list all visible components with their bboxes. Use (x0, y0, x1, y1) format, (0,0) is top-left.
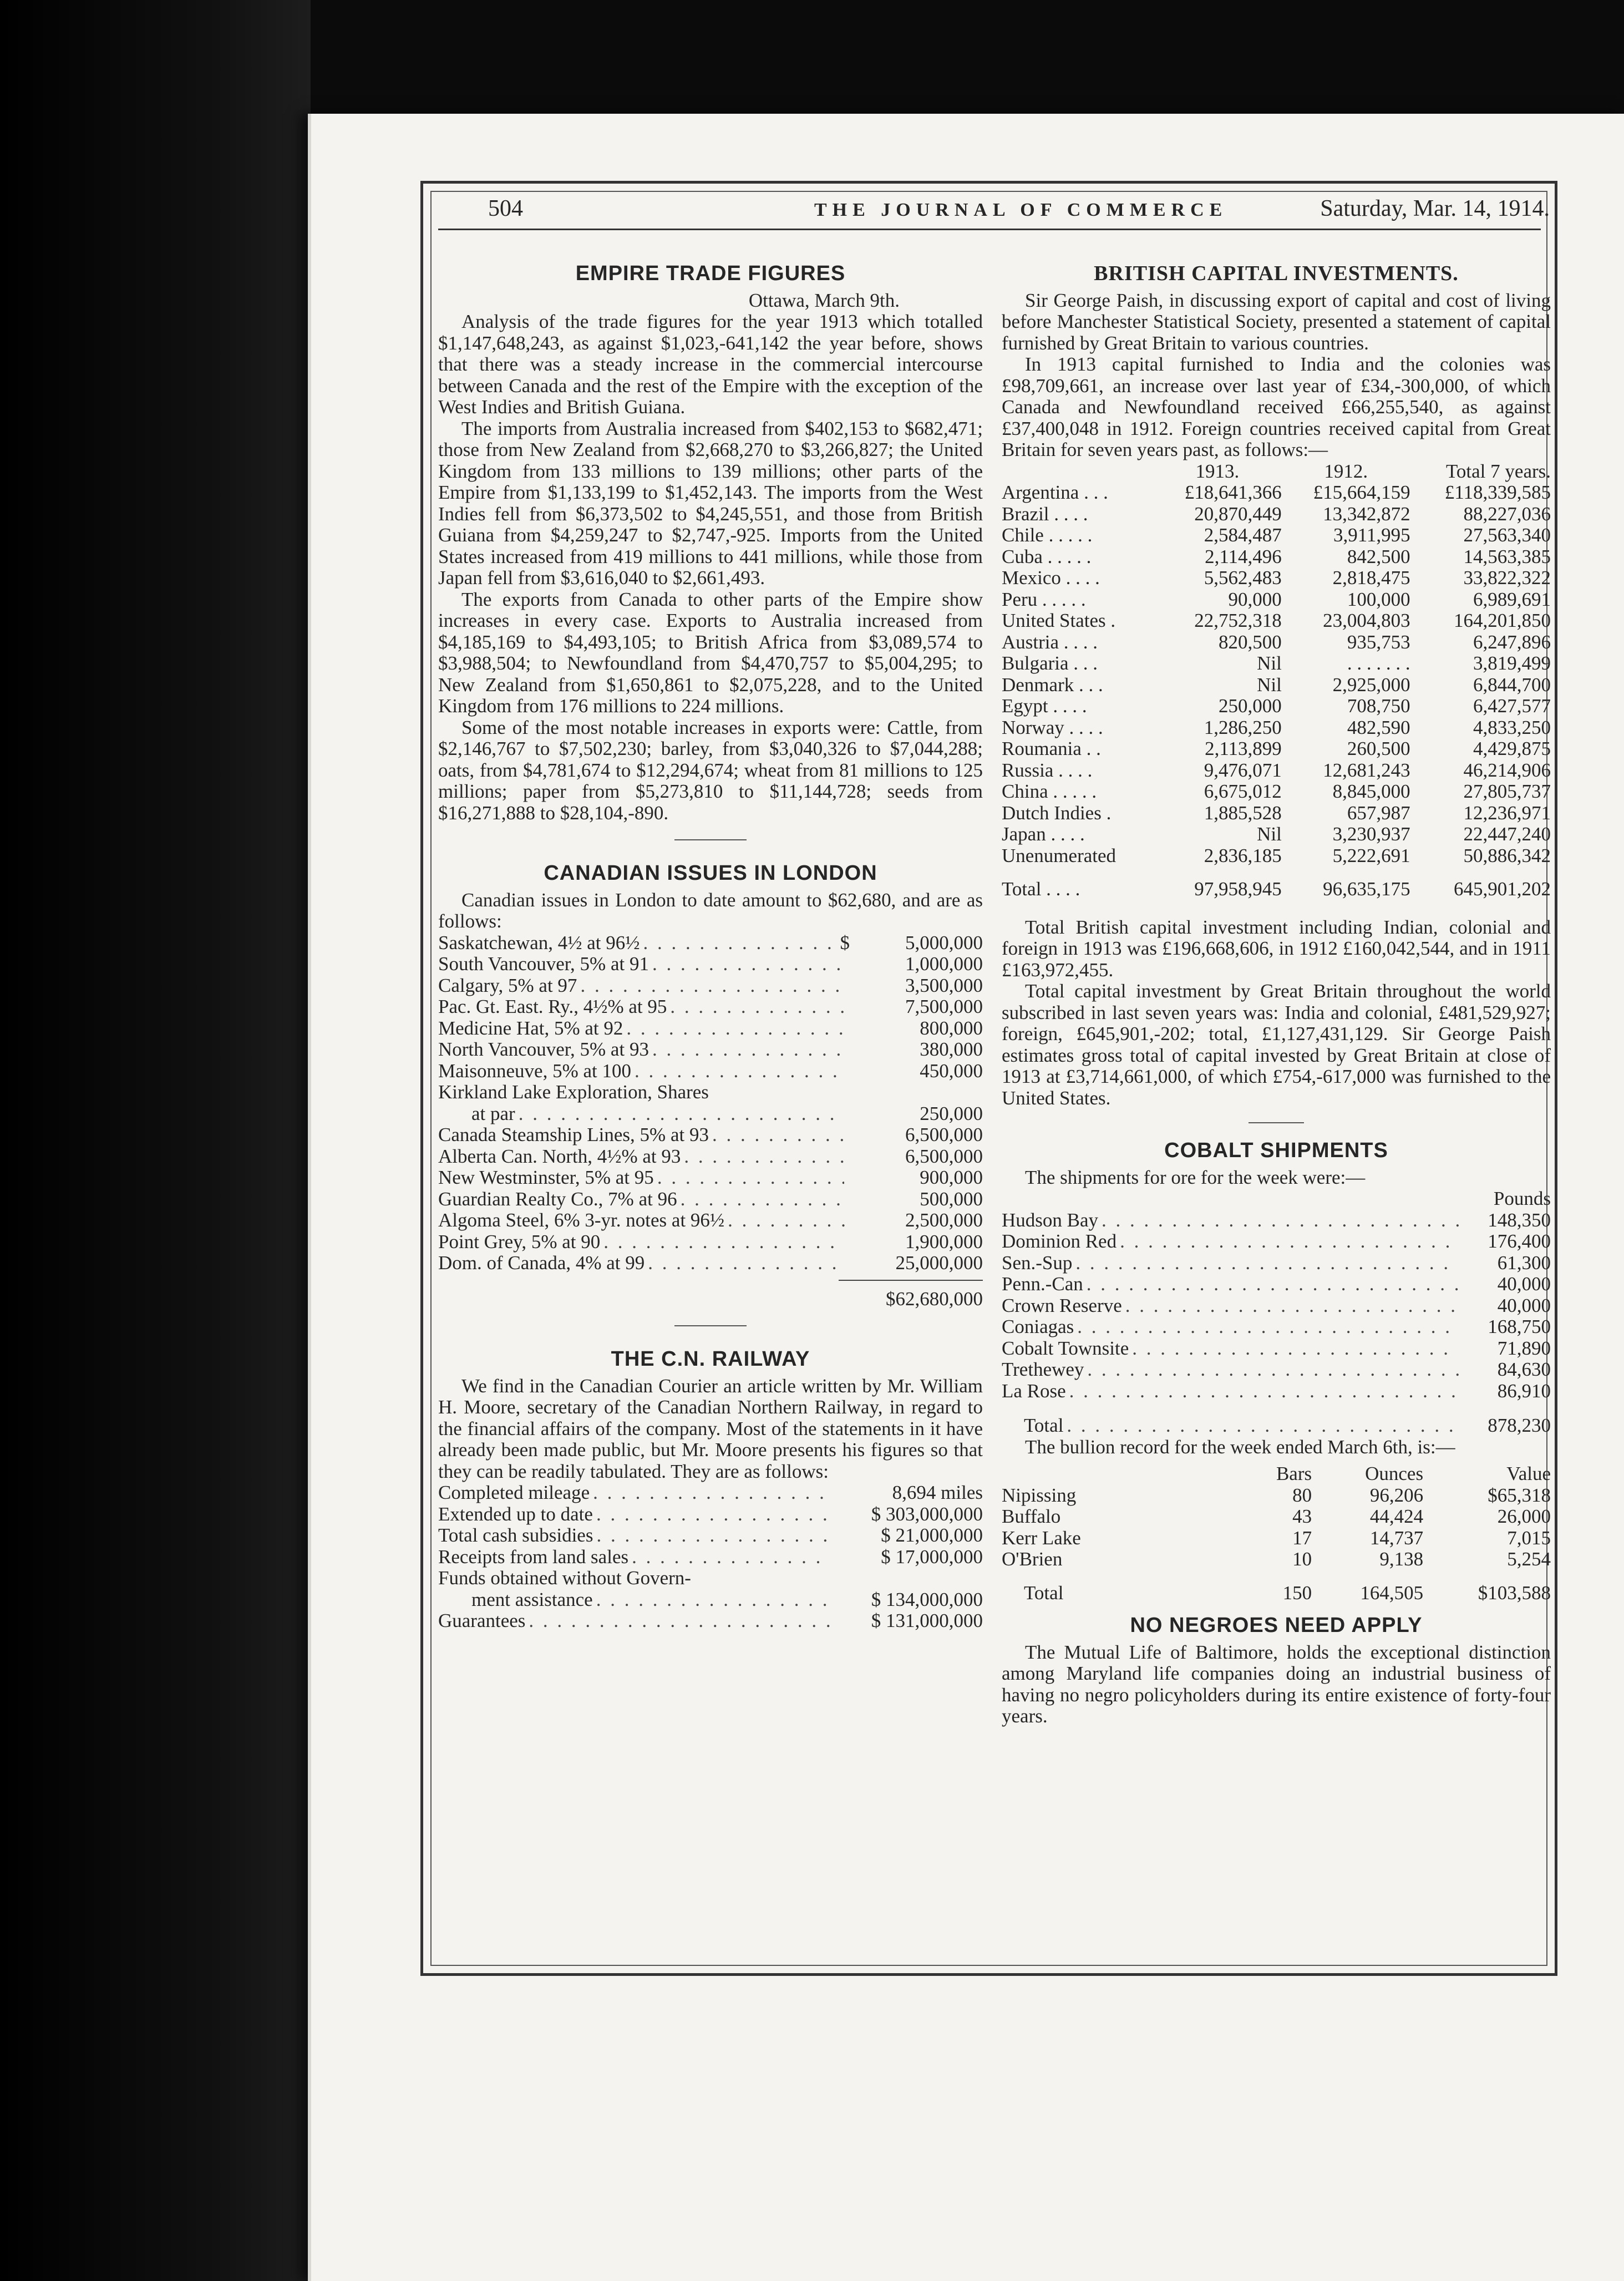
table-row: Buffalo 43 44,424 26,000 (1002, 1506, 1551, 1527)
british-capital-paragraph: In 1913 capital furnished to India and the colonies was £98,709,661, an increase over last year of £34,-300,000, of which Canada and Newfoundland received £66,255,540, as against £37,400,048 in 1912. Foreign countries received capital from Great Britain for seven years past, as follows:— (1002, 353, 1551, 460)
investment-table (1002, 461, 1551, 900)
table-row: Cuba . . . . . 2,114,496 842,500 14,563,385 (1002, 545, 1551, 567)
cobalt-intro: The shipments for ore for the week were:— (1025, 1166, 1366, 1188)
table-row: O'Brien 10 9,138 5,254 (1002, 1548, 1551, 1570)
column-header: Total 7 years. (1445, 460, 1551, 482)
list-item: Alberta Can. North, 4½% at 93 . . . 6,500,000 (438, 1146, 983, 1168)
right-column (1002, 255, 1551, 1727)
list-item: Funds obtained without Govern- (438, 1567, 691, 1589)
header-rule (438, 229, 1541, 230)
canadian-issues-total: $62,680,000 (886, 1288, 983, 1310)
cn-railway-list (438, 1482, 983, 1632)
table-row: Austria . . . . 820,500 935,753 6,247,896 (1002, 631, 1551, 653)
canadian-issues-title: CANADIAN ISSUES IN LONDON (544, 861, 877, 885)
list-item: Dom. of Canada, 4% at 99 . . . 25,000,000 (438, 1253, 983, 1274)
table-row: China . . . . . 6,675,012 8,845,000 27,805,737 (1002, 780, 1551, 802)
total-rule (839, 1280, 983, 1281)
list-item: North Vancouver, 5% at 93 . . . 380,000 (438, 1039, 983, 1061)
bullion-intro: The bullion record for the week ended March 6th, is:— (1025, 1436, 1455, 1458)
table-row: Japan . . . . Nil 3,230,937 22,447,240 (1002, 823, 1551, 845)
empire-trade-title: EMPIRE TRADE FIGURES (575, 262, 846, 285)
table-row: Kerr Lake 17 14,737 7,015 (1002, 1527, 1551, 1549)
list-item: Total cash subsidies . . . $ 21,000,000 (438, 1525, 983, 1547)
column-header: 1913. (1195, 460, 1240, 482)
list-item: Cobalt Townsite . . . 71,890 (1002, 1338, 1551, 1360)
table-row: Roumania . . 2,113,899 260,500 4,429,875 (1002, 738, 1551, 759)
list-item: Maisonneuve, 5% at 100 . . . 450,000 (438, 1061, 983, 1082)
empire-trade-paragraph: The exports from Canada to other parts of the Empire show increases in every case. Exports to Australia increased from $4,185,169 to $4,493,105; to British Africa from $3,089,574 to $3,988,504; to Newfoundland from $4,470,757 to $5,004,295; to New Zealand from $1,650,861 to $2,075,228, and to the United Kingdom from 176 millions to 224 millions. (438, 588, 983, 717)
publication-title: THE JOURNAL OF COMMERCE (814, 200, 1228, 220)
list-item: Receipts from land sales . . . $ 17,000,000 (438, 1547, 983, 1568)
list-item: South Vancouver, 5% at 91 . . . 1,000,000 (438, 954, 983, 975)
list-item: Completed mileage . . . 8,694 miles (438, 1482, 983, 1504)
page-number: 504 (488, 196, 523, 221)
table-row: Norway . . . . 1,286,250 482,590 4,833,250 (1002, 716, 1551, 738)
table-row: Argentina . . . £18,641,366 £15,664,159 £118,339,585 (1002, 481, 1551, 503)
list-item: Dominion Red . . . 176,400 (1002, 1231, 1551, 1253)
list-item: at par . . . 250,000 (438, 1103, 983, 1125)
empire-trade-paragraph: The imports from Australia increased from $402,153 to $682,471; those from New Zealand from $2,668,270 to $3,266,827; the United Kingdom from 133 millions to 139 millions; other parts of the Empire from $1,133,199 to $1,452,143. The imports from the West Indies fell from $6,373,502 to $4,245,551, and those from British Guiana from $4,259,247 to $2,747,-925. Imports from the United States increased from 419 millions to 441 millions, while those from Japan fell from $3,616,040 to $2,661,493. (438, 417, 983, 589)
list-item: Canada Steamship Lines, 5% at 93 . . . 6,500,000 (438, 1124, 983, 1146)
list-item: Algoma Steel, 6% 3-yr. notes at 96½ . . . 2,500,000 (438, 1210, 983, 1231)
british-capital-summary: Total British capital investment including Indian, colonial and foreign in 1913 was £196,668,606, in 1912 £160,042,544, and in 1911 £163,972,455. (1002, 916, 1551, 981)
table-total-row: Total . . . . 97,958,945 96,635,175 645,901,202 (1002, 878, 1551, 900)
table-row: Bulgaria . . . Nil . . . . . . . 3,819,499 (1002, 652, 1551, 674)
table-row: Nipissing 80 96,206 $65,318 (1002, 1484, 1551, 1506)
cobalt-total: Total . . . 878,230 (1002, 1415, 1551, 1437)
negroes-title: NO NEGROES NEED APPLY (1130, 1614, 1423, 1637)
british-capital-paragraph: Sir George Paish, in discussing export of capital and cost of living before Manchester Statistical Society, presented a statement of capital furnished by Great Britain to various countries. (1002, 289, 1551, 354)
negroes-paragraph: The Mutual Life of Baltimore, holds the exceptional distinction among Maryland life companies doing an industrial business of having no negro policyholders during its entire existence of forty-four years. (1002, 1641, 1551, 1727)
list-item: Saskatchewan, 4½ at 96½ . . . $ 5,000,000 (438, 932, 983, 954)
table-row: United States . 22,752,318 23,004,803 164,201,850 (1002, 610, 1551, 631)
british-capital-title: BRITISH CAPITAL INVESTMENTS. (1094, 262, 1459, 285)
table-header: Bars Ounces Value (1276, 1463, 1551, 1484)
table-row: Denmark . . . Nil 2,925,000 6,844,700 (1002, 673, 1551, 696)
list-item: Medicine Hat, 5% at 92 . . . 800,000 (438, 1018, 983, 1040)
canadian-issues-intro: Canadian issues in London to date amount to $62,680, and are as follows: (438, 889, 983, 932)
list-item: Crown Reserve . . . 40,000 (1002, 1295, 1551, 1317)
list-item: Point Grey, 5% at 90 . . . 1,900,000 (438, 1231, 983, 1253)
scan-background (0, 0, 311, 2281)
cobalt-unit: Pounds (1493, 1188, 1551, 1209)
list-item: Sen.-Sup . . . 61,300 (1002, 1253, 1551, 1274)
section-divider (674, 839, 747, 840)
table-row: Unenumerated 2,836,185 5,222,691 50,886,342 (1002, 844, 1551, 866)
list-item: New Westminster, 5% at 95 . . . 900,000 (438, 1167, 983, 1189)
table-row: Dutch Indies . 1,885,528 657,987 12,236,971 (1002, 802, 1551, 824)
bullion-table (1002, 1463, 1551, 1604)
empire-trade-paragraph: Some of the most notable increases in exports were: Cattle, from $2,146,767 to $7,502,230; barley, from $3,040,326 to $7,044,288; oats, from $4,781,674 to $12,294,674; wheat from 81 millions to 125 millions; paper from $5,273,810 to $11,144,728; seeds from $16,271,888 to $28,104,-890. (438, 716, 983, 824)
cn-railway-paragraph: We find in the Canadian Courier an article written by Mr. William H. Moore, secretary of the Canadian Northern Railway, in regard to the financial affairs of the company. Most of the statements in it have already been made public, but Mr. Moore presents his figures so that they can be readily tabulated. They are as follows: (438, 1375, 983, 1482)
empire-trade-paragraph: Analysis of the trade figures for the year 1913 which totalled $1,147,648,243, as against $1,023,-641,142 the year before, shows that there was a steady increase in the commercial intercourse between Canada and the rest of the Empire with the exception of the West Indies and British Guiana. (438, 311, 983, 418)
column-header: 1912. (1324, 460, 1368, 482)
section-divider (1249, 1122, 1304, 1123)
table-row: Mexico . . . . 5,562,483 2,818,475 33,822,322 (1002, 567, 1551, 589)
table-row: Russia . . . . 9,476,071 12,681,243 46,214,906 (1002, 759, 1551, 781)
list-item: Coniagas . . . 168,750 (1002, 1316, 1551, 1338)
list-item: Penn.-Can . . . 40,000 (1002, 1274, 1551, 1295)
list-item: Hudson Bay . . . 148,350 (1002, 1210, 1551, 1231)
british-capital-summary: Total capital investment by Great Britain throughout the world subscribed in last seven years was: India and colonial, £481,529,927; foreign, £645,901,-202; total, £1,127,431,129. Sir George Paish estimates gross total of capital invested by Great Britain at close of 1913 at £3,714,661,000, of which £754,-617,000 was furnished to the United States. (1002, 980, 1551, 1109)
cobalt-list (1002, 1210, 1551, 1437)
empire-trade-dateline: Ottawa, March 9th. (748, 289, 900, 311)
table-row: Egypt . . . . 250,000 708,750 6,427,577 (1002, 695, 1551, 717)
list-item: Extended up to date . . . $ 303,000,000 (438, 1504, 983, 1525)
list-item: ment assistance . . . $ 134,000,000 (438, 1589, 983, 1611)
table-header (1002, 461, 1551, 483)
table-row: Peru . . . . . 90,000 100,000 6,989,691 (1002, 588, 1551, 610)
left-column (438, 255, 983, 1632)
table-row: Chile . . . . . 2,584,487 3,911,995 27,563,340 (1002, 524, 1551, 546)
table-row: Brazil . . . . 20,870,449 13,342,872 88,227,036 (1002, 503, 1551, 525)
list-item: Calgary, 5% at 97 . . . 3,500,000 (438, 975, 983, 997)
list-item: La Rose . . . 86,910 (1002, 1381, 1551, 1402)
cn-railway-title: THE C.N. RAILWAY (611, 1347, 810, 1371)
list-item: Trethewey . . . 84,630 (1002, 1359, 1551, 1381)
page-edge (308, 114, 311, 2281)
list-item: Pac. Gt. East. Ry., 4½% at 95 . . . 7,500,000 (438, 996, 983, 1018)
canadian-issues-list (438, 932, 983, 1310)
section-divider (674, 1325, 747, 1326)
issue-date: Saturday, Mar. 14, 1914. (1320, 196, 1550, 221)
list-item: Guardian Realty Co., 7% at 96 . . . 500,000 (438, 1189, 983, 1210)
list-item: Guarantees . . . $ 131,000,000 (438, 1610, 983, 1632)
list-item: Kirkland Lake Exploration, Shares (438, 1081, 709, 1103)
table-total-row: Total 150 164,505 $103,588 (1024, 1582, 1551, 1604)
cobalt-title: COBALT SHIPMENTS (1164, 1139, 1388, 1162)
